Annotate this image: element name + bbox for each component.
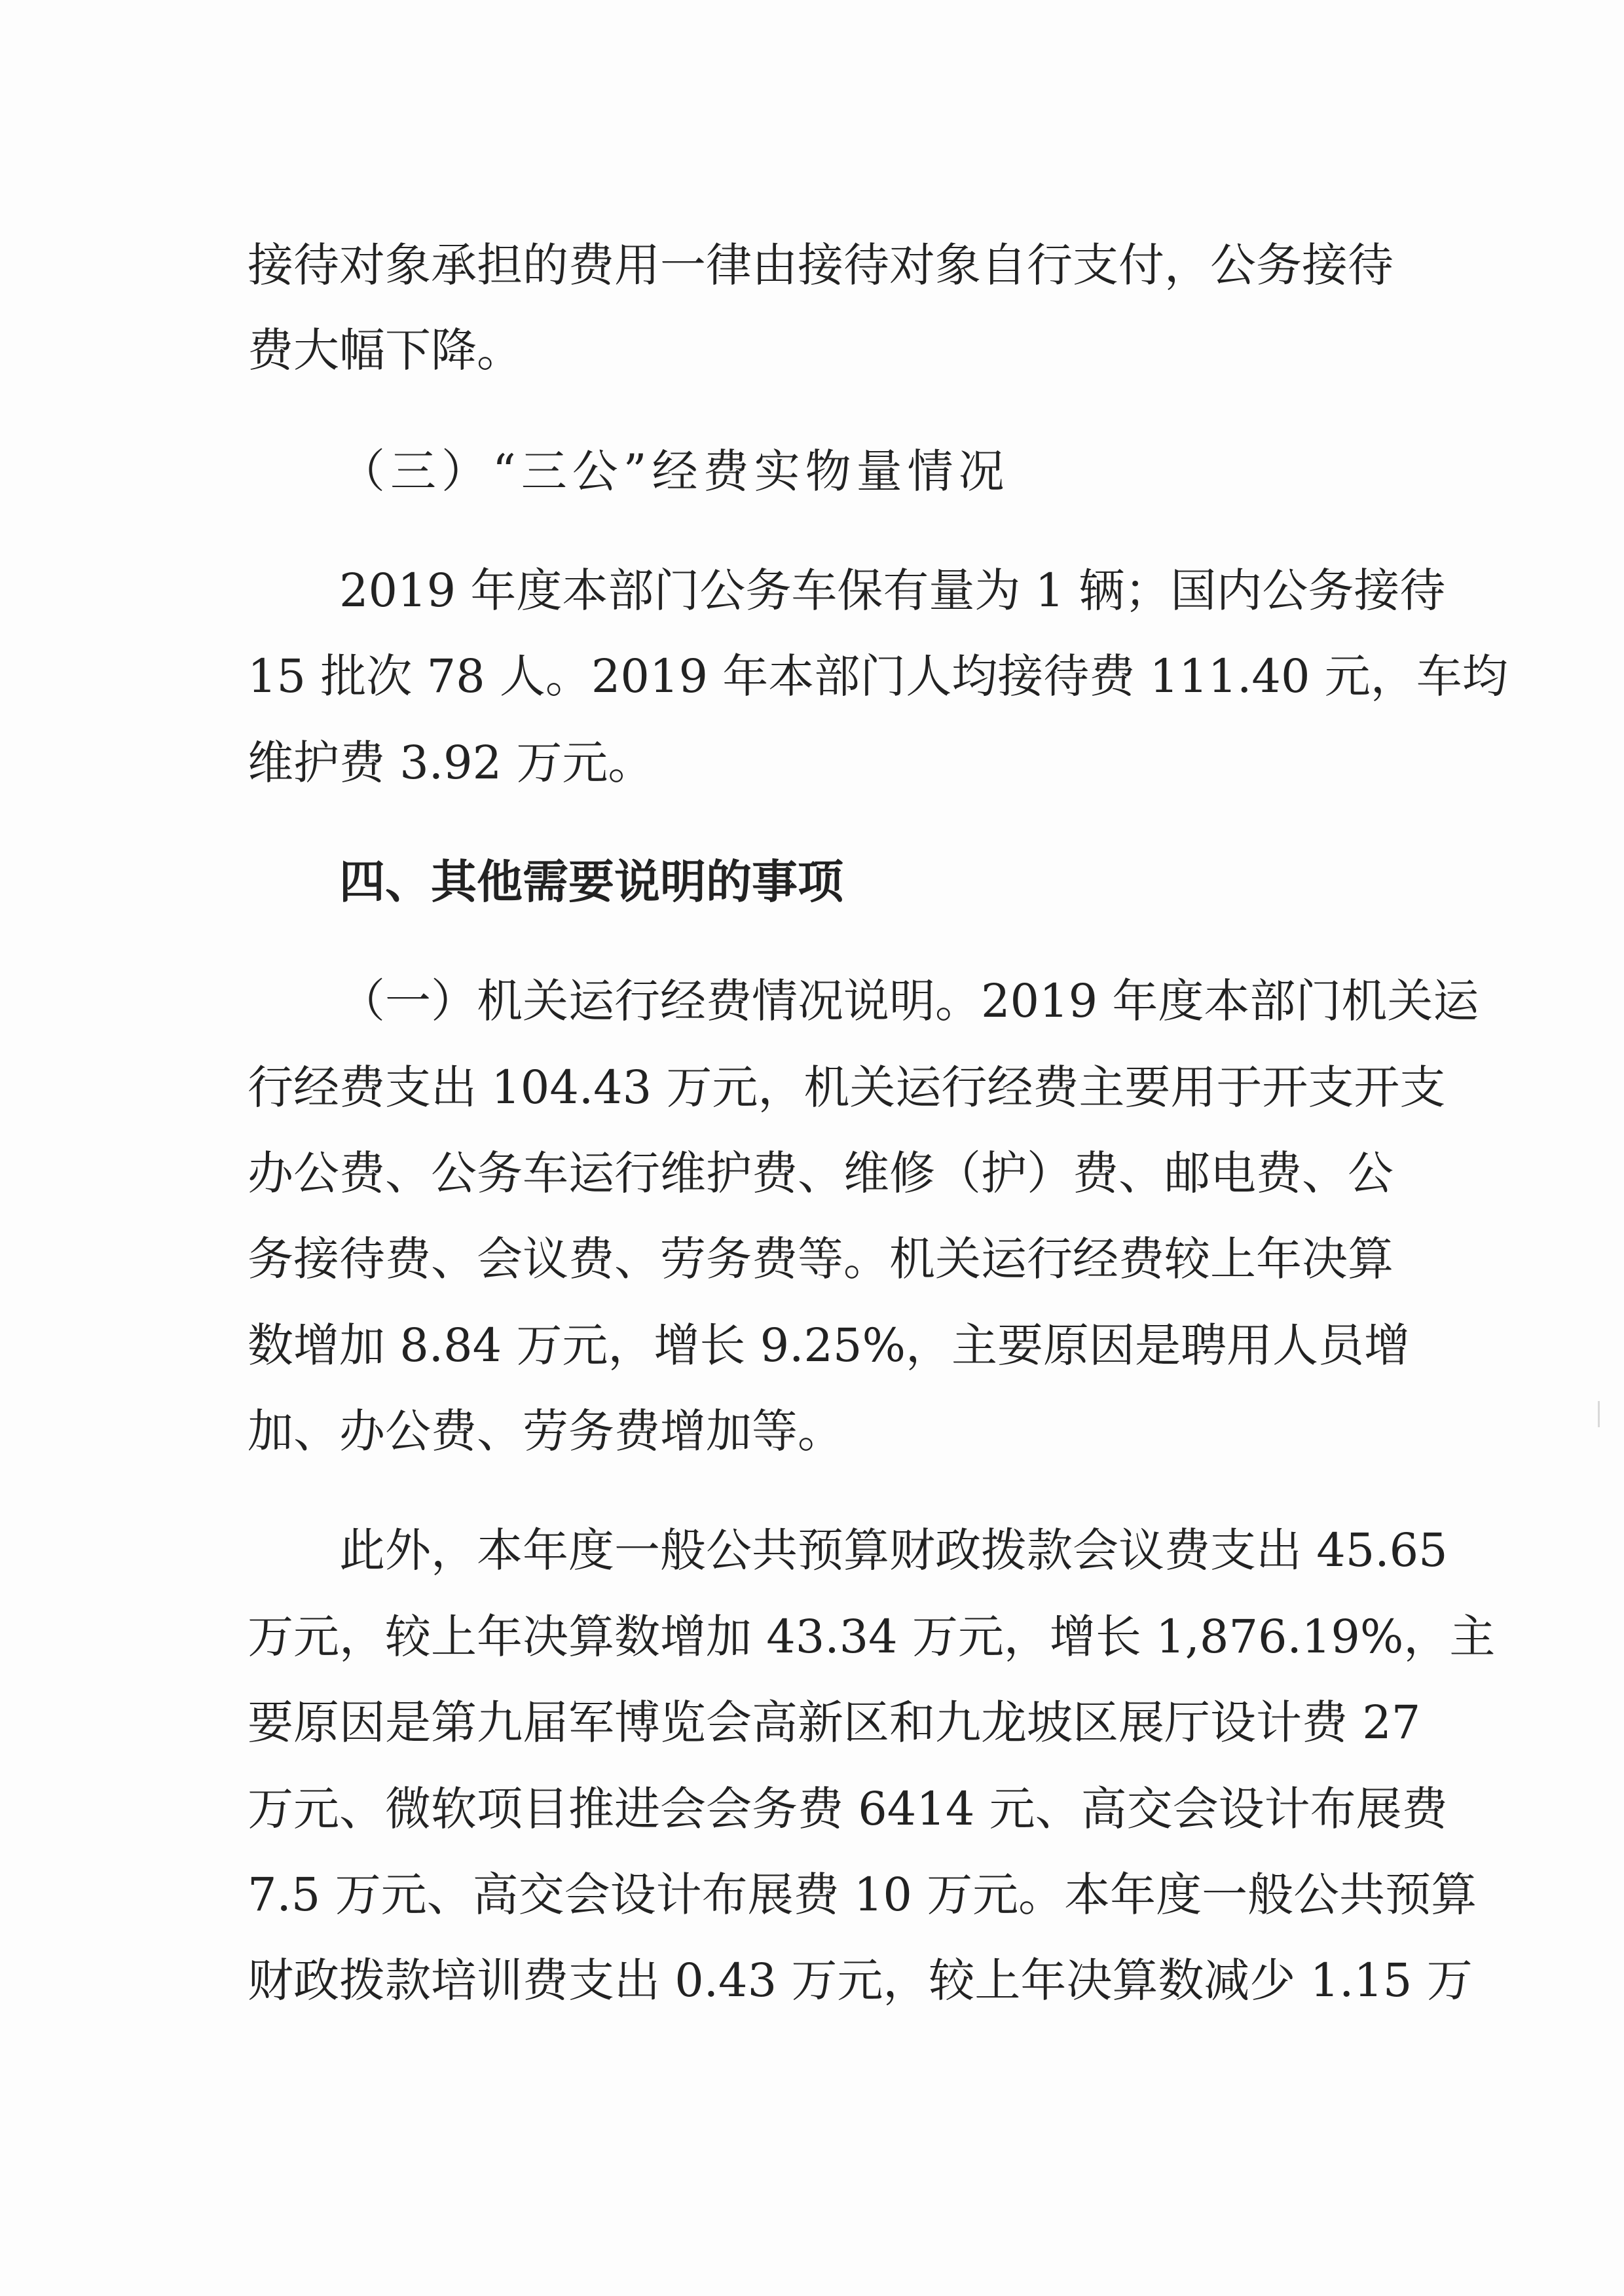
paragraph-line: 此外，本年度一般公共预算财政拨款会议费支出 45.65 <box>339 1523 1448 1577</box>
paragraph-line: 7.5 万元、高交会设计布展费 10 万元。本年度一般公共预算 <box>248 1868 1477 1922</box>
section-subheading: （三）“三公”经费实物量情况 <box>339 445 1010 498</box>
paragraph-line: 万元，较上年决算数增加 43.34 万元，增长 1,876.19%，主 <box>248 1610 1496 1664</box>
paragraph-line: 费大幅下降。 <box>248 323 523 377</box>
paragraph-line: 要原因是第九届军博览会高新区和九龙坡区展厅设计费 27 <box>248 1696 1421 1749</box>
scan-artifact-mark <box>1598 1401 1600 1427</box>
paragraph-line: 务接待费、会议费、劳务费等。机关运行经费较上年决算 <box>248 1232 1393 1286</box>
paragraph-line: 财政拨款培训费支出 0.43 万元，较上年决算数减少 1.15 万 <box>248 1954 1473 2007</box>
paragraph-line: 维护费 3.92 万元。 <box>248 736 654 790</box>
paragraph-line: 接待对象承担的费用一律由接待对象自行支付，公务接待 <box>248 238 1393 292</box>
section-heading: 四、其他需要说明的事项 <box>339 855 843 909</box>
paragraph-line: （一）机关运行经费情况说明。2019 年度本部门机关运 <box>339 974 1479 1028</box>
paragraph-line: 行经费支出 104.43 万元，机关运行经费主要用于开支开支 <box>248 1061 1446 1114</box>
paragraph-line: 办公费、公务车运行维护费、维修（护）费、邮电费、公 <box>248 1146 1393 1200</box>
paragraph-line: 万元、微软项目推进会会务费 6414 元、高交会设计布展费 <box>248 1782 1448 1836</box>
paragraph-line: 加、办公费、劳务费增加等。 <box>248 1404 843 1458</box>
paragraph-line: 数增加 8.84 万元，增长 9.25%，主要原因是聘用人员增 <box>248 1319 1410 1372</box>
paragraph-line: 2019 年度本部门公务车保有量为 1 辆；国内公务接待 <box>339 564 1446 617</box>
paragraph-line: 15 批次 78 人。2019 年本部门人均接待费 111.40 元，车均 <box>248 649 1508 703</box>
